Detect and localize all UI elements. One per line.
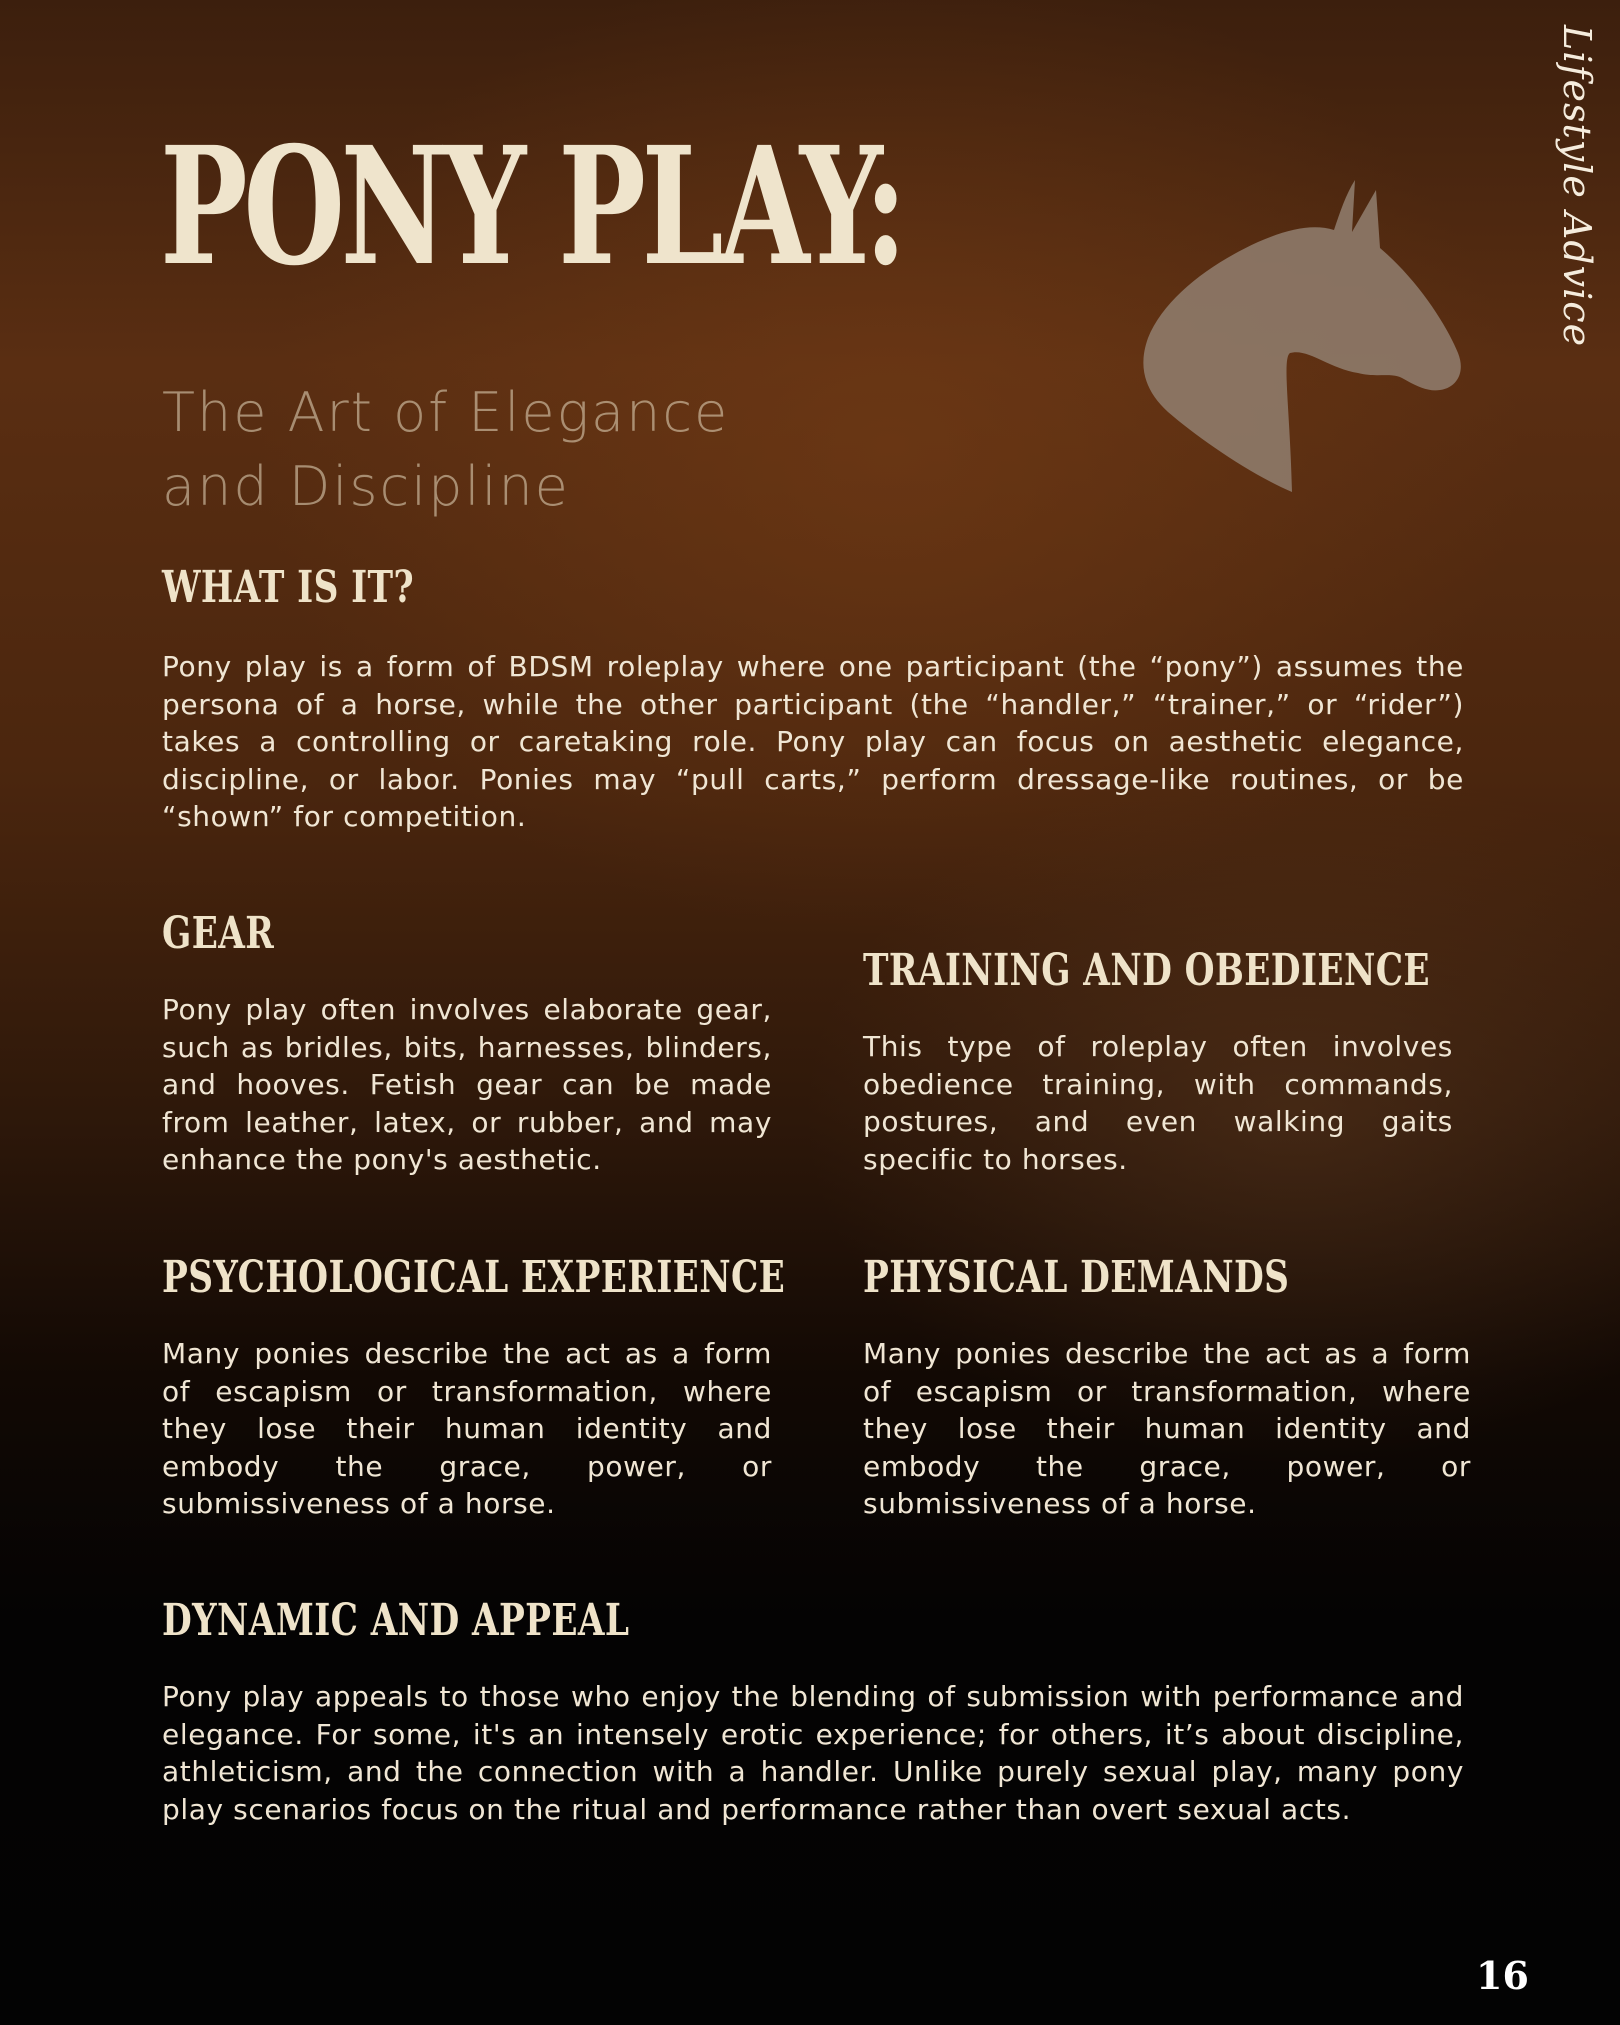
paragraph-training-obedience: This type of roleplay often involves obedience training, with commands, postures, and even walking gaits specific to horses. [863, 1030, 1453, 1176]
paragraph-dynamic-appeal: Pony play appeals to those who enjoy the blending of submission with performance and elegance. For some, it's an intensely erotic experience; for others, it’s about discipline, athleticism, and the connection with a handler. Unlike purely sexual play, many pony play scenarios focus on the ritual and performance rather than overt sexual acts. [162, 1680, 1464, 1826]
subtitle [162, 376, 729, 524]
paragraph-physical-demands: Many ponies describe the act as a form of escapism or transformation, where they lose their human identity and embody the grace, power, or submissiveness of a horse. [863, 1337, 1471, 1520]
paragraph-gear: Pony play often involves elaborate gear, such as bridles, bits, harnesses, blinders, and hooves. Fetish gear can be made from leather, latex, or rubber, and may enhance the pony's aesthetic. [162, 993, 772, 1176]
heading-physical-demands: PHYSICAL DEMANDS [863, 1252, 1290, 1303]
heading-gear: GEAR [162, 908, 275, 959]
heading-psychological-experience: PSYCHOLOGICAL EXPERIENCE [162, 1252, 786, 1303]
heading-training-obedience: TRAINING AND OBEDIENCE [863, 945, 1430, 996]
subtitle-line-1: The Art of Elegance [162, 381, 730, 444]
heading-dynamic-appeal: DYNAMIC AND APPEAL [162, 1595, 630, 1646]
heading-what-is-it: WHAT IS IT? [162, 562, 414, 613]
section-label: Lifestyle Advice [1555, 25, 1599, 348]
subtitle-line-2: and Discipline [162, 455, 570, 518]
paragraph-psychological-experience: Many ponies describe the act as a form of escapism or transformation, where they lose their human identity and embody the grace, power, or submissiveness of a horse. [162, 1337, 772, 1520]
page-number: 16 [1476, 1953, 1529, 1998]
horse-head-icon [1140, 170, 1470, 500]
paragraph-what-is-it: Pony play is a form of BDSM roleplay where one participant (the “pony”) assumes the persona of a horse, while the other participant (the “handler,” “trainer,” or “rider”) takes a controlling or caretaking role. Pony play can focus on aesthetic elegance, discipline, or labor. Ponies may “pull carts,” perform dressage-like routines, or be “shown” for competition. [162, 650, 1464, 833]
page-title: PONY PLAY: [160, 112, 903, 302]
